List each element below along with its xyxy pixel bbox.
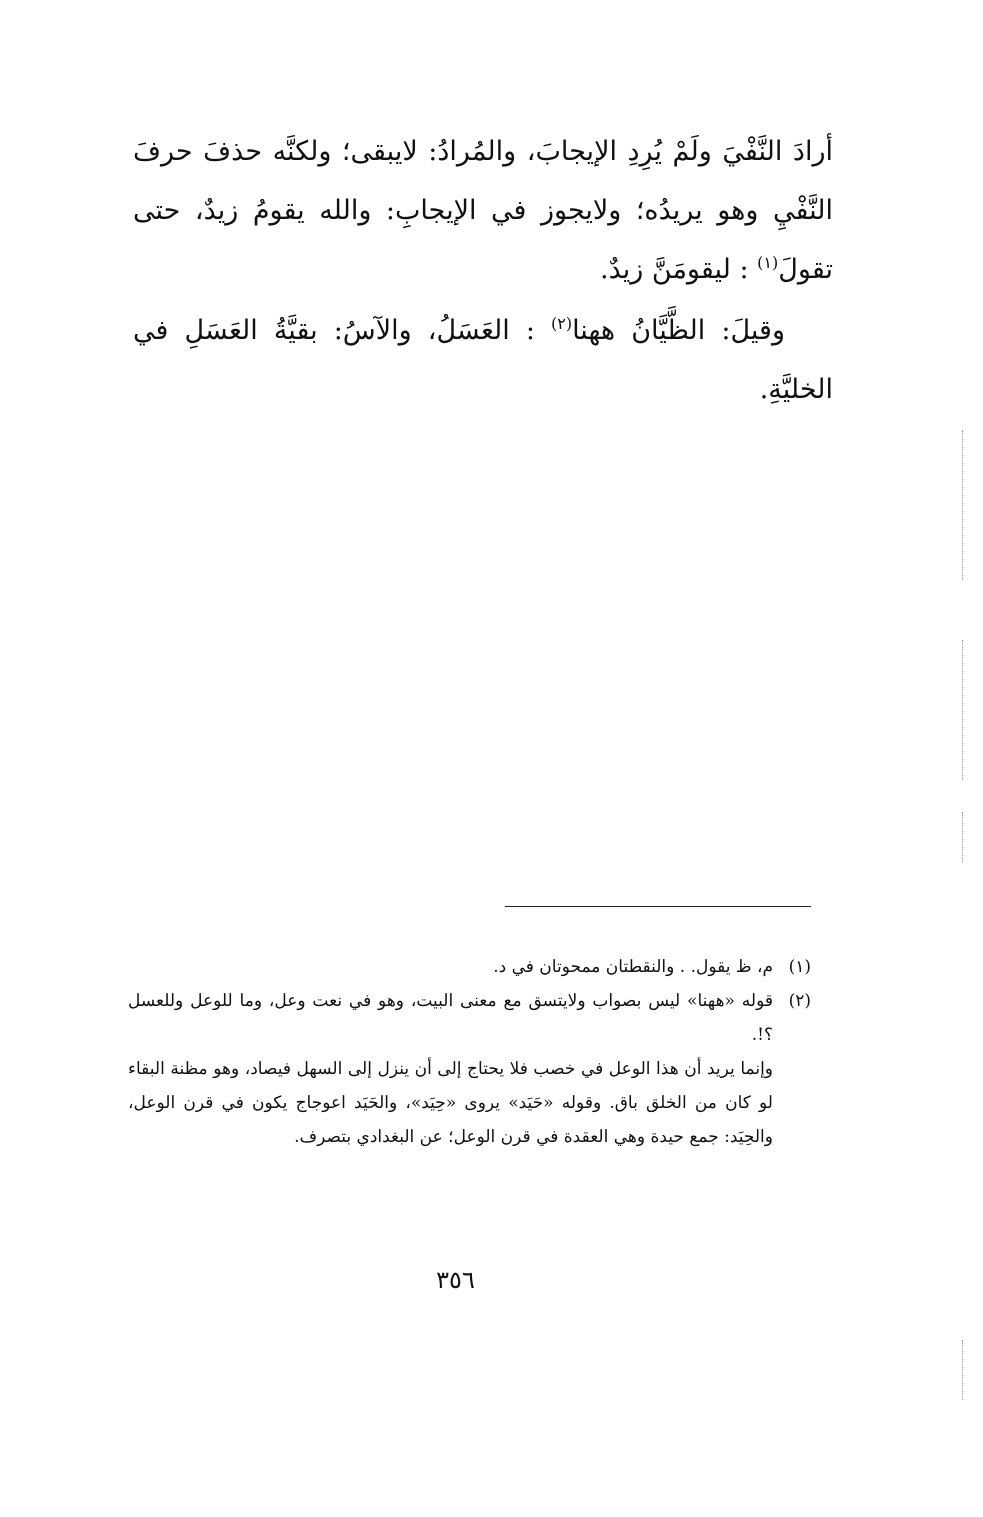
paragraph-1-line-3a: حتى تقولَ	[133, 195, 833, 285]
footnote-separator	[505, 906, 811, 907]
scan-margin-mark	[962, 430, 963, 580]
page-number: ٣٥٦	[436, 1266, 475, 1294]
footnote-2-number: (٢)	[788, 991, 811, 1011]
paragraph-1-line-2: حرفَ النَّفْيِ وهو يريدُه؛ ولايجوز في الإيجابِ: والله يقومُ زيدٌ،	[133, 136, 833, 226]
footnote-2	[128, 984, 811, 1154]
footnote-1-text: م، ظ يقول. . والنقطتان ممحوتان في د.	[493, 957, 773, 977]
paragraph-2-part-b: : العَسَلُ، والآسُ: بقيَّةُ العَسَلِ في الخليَّةِ.	[133, 315, 833, 405]
scan-margin-mark	[962, 812, 963, 862]
footnote-ref-2[interactable]: (٢)	[550, 314, 573, 333]
footnote-2-body	[128, 984, 773, 1154]
main-text	[133, 122, 833, 419]
footnote-1-number: (١)	[788, 957, 811, 977]
scan-margin-mark	[962, 640, 963, 780]
footnote-2-text-2: وإنما يريد أن هذا الوعل في خصب فلا يحتاج إلى أن ينزل إلى السهل فيصاد، وهو مظنة البقاء لو كان من الخلق باق. وقوله «حَيَد» يروى «حِيَد»، والحَيَد اعوجاج يكون في قرن الوعل، والحِيَد: جمع حيدة وهي العقدة في قرن الوعل؛ عن البغدادي بتصرف.	[128, 1059, 773, 1147]
footnote-ref-1[interactable]: (١)	[757, 253, 779, 272]
scan-margin-mark	[962, 1340, 963, 1400]
paragraph-2	[133, 301, 833, 419]
paragraph-2-part-a: وقيلَ: الظَّيَّانُ ههنا	[572, 315, 785, 346]
footnote-1	[128, 950, 811, 984]
paragraph-1-line-1: أرادَ النَّفْيَ ولَمْ يُرِدِ الإيجابَ، والمُرادُ: لايبقى؛ ولكنَّه حذفَ	[203, 136, 833, 167]
paragraph-1	[133, 122, 833, 299]
footnotes	[128, 950, 811, 1154]
paragraph-1-line-3b: : ليقومَنَّ زيدٌ.	[600, 254, 758, 285]
footnote-2-text-1: قوله «ههنا» ليس بصواب ولايتسق مع معنى البيت، وهو في نعت وعل، وما للوعل وللعسل ؟!.	[128, 991, 773, 1045]
footnote-1-body	[128, 950, 773, 984]
